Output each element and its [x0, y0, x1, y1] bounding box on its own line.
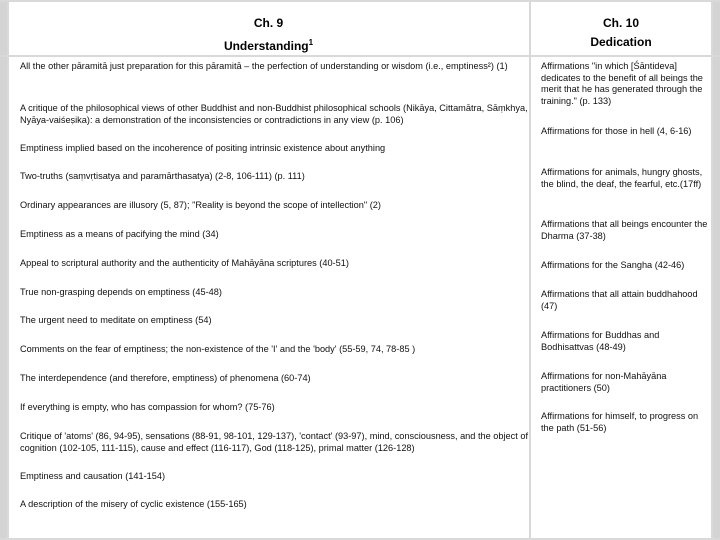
list-item: Ordinary appearances are illusory (5, 87); "Reality is beyond the scope of intellection" (2) [20, 200, 381, 210]
right-margin-shade [712, 0, 720, 540]
list-item: A description of the misery of cyclic existence (155-165) [20, 499, 247, 509]
list-item: Affirmations for those in hell (4, 6-16) [541, 126, 692, 136]
list-item: Affirmations for animals, hungry ghosts, the blind, the deaf, the fearful, etc.(17ff) [541, 167, 703, 189]
list-item: The urgent need to meditate on emptiness (54) [20, 315, 212, 325]
list-item: Affirmations "in which [Śāntideva] dedicates to the benefit of all beings the merit that he has generated through the training." (p. 133) [541, 61, 703, 106]
list-item: Affirmations that all beings encounter the Dharma (37-38) [541, 219, 708, 241]
table-border-right [711, 0, 713, 540]
list-item: Affirmations for himself, to progress on the path (51-56) [541, 411, 699, 433]
list-item: Emptiness as a means of pacifying the mind (34) [20, 229, 219, 239]
list-item: All the other pāramitā just preparation for this pāramitā – the perfection of understanding or wisdom (i.e., emptiness²) (1) [20, 61, 508, 71]
list-item: Affirmations for non-Mahāyāna practitioners (50) [541, 371, 667, 393]
list-item: If everything is empty, who has compassion for whom? (75-76) [20, 402, 275, 412]
chapter-title [8, 33, 529, 56]
list-item: A critique of the philosophical views of other Buddhist and non-Buddhist philosophical schools (Nikāya, Cittamātra, Sāṃkhya, Nyāya-vaiśeṣika): a demonstration of the inconsistencies or contradictions in any view (p. 106) [20, 103, 528, 125]
list-item: Affirmations for the Sangha (42-46) [541, 260, 685, 270]
list-item: Critique of 'atoms' (86, 94-95), sensations (88-91, 98-101, 129-137), 'contact' (93-97), mind, consciousness, and the object of cognition (102-105, 111-115), cause and effect (116-117), God (118-125), primal matter (126-128) [20, 431, 529, 453]
table-border-top [0, 0, 720, 2]
chapter-number: Ch. 10 [602, 16, 639, 30]
chapter-title-text: Understanding [223, 39, 309, 53]
list-item: Emptiness and causation (141-154) [20, 471, 166, 481]
chapter-title: Dedication [590, 35, 652, 49]
list-item: Affirmations that all attain buddhahood (47) [541, 289, 698, 311]
left-column-header [8, 14, 529, 56]
list-item: Affirmations for Buddhas and Bodhisattvas (48-49) [541, 330, 660, 352]
list-item: True non-grasping depends on emptiness (45-48) [20, 287, 222, 297]
list-item: Appeal to scriptural authority and the authenticity of Mahāyāna scriptures (40-51) [20, 258, 349, 268]
footnote-marker: 1 [308, 38, 314, 47]
right-column-header [531, 14, 711, 52]
list-item: Emptiness implied based on the incoherence of positing intrinsic existence about anything [20, 143, 386, 153]
column-divider [529, 0, 531, 540]
table-border-left [7, 0, 9, 540]
list-item: The interdependence (and therefore, emptiness) of phenomena (60-74) [20, 373, 311, 383]
chapter-number: Ch. 9 [253, 16, 284, 30]
list-item: Two-truths (saṃvṛtisatya and paramārthasatya) (2-8, 106-111) (p. 111) [20, 171, 305, 181]
list-item: Comments on the fear of emptiness; the non-existence of the 'I' and the 'body' (55-59, 74, 78-85 ) [20, 344, 416, 354]
